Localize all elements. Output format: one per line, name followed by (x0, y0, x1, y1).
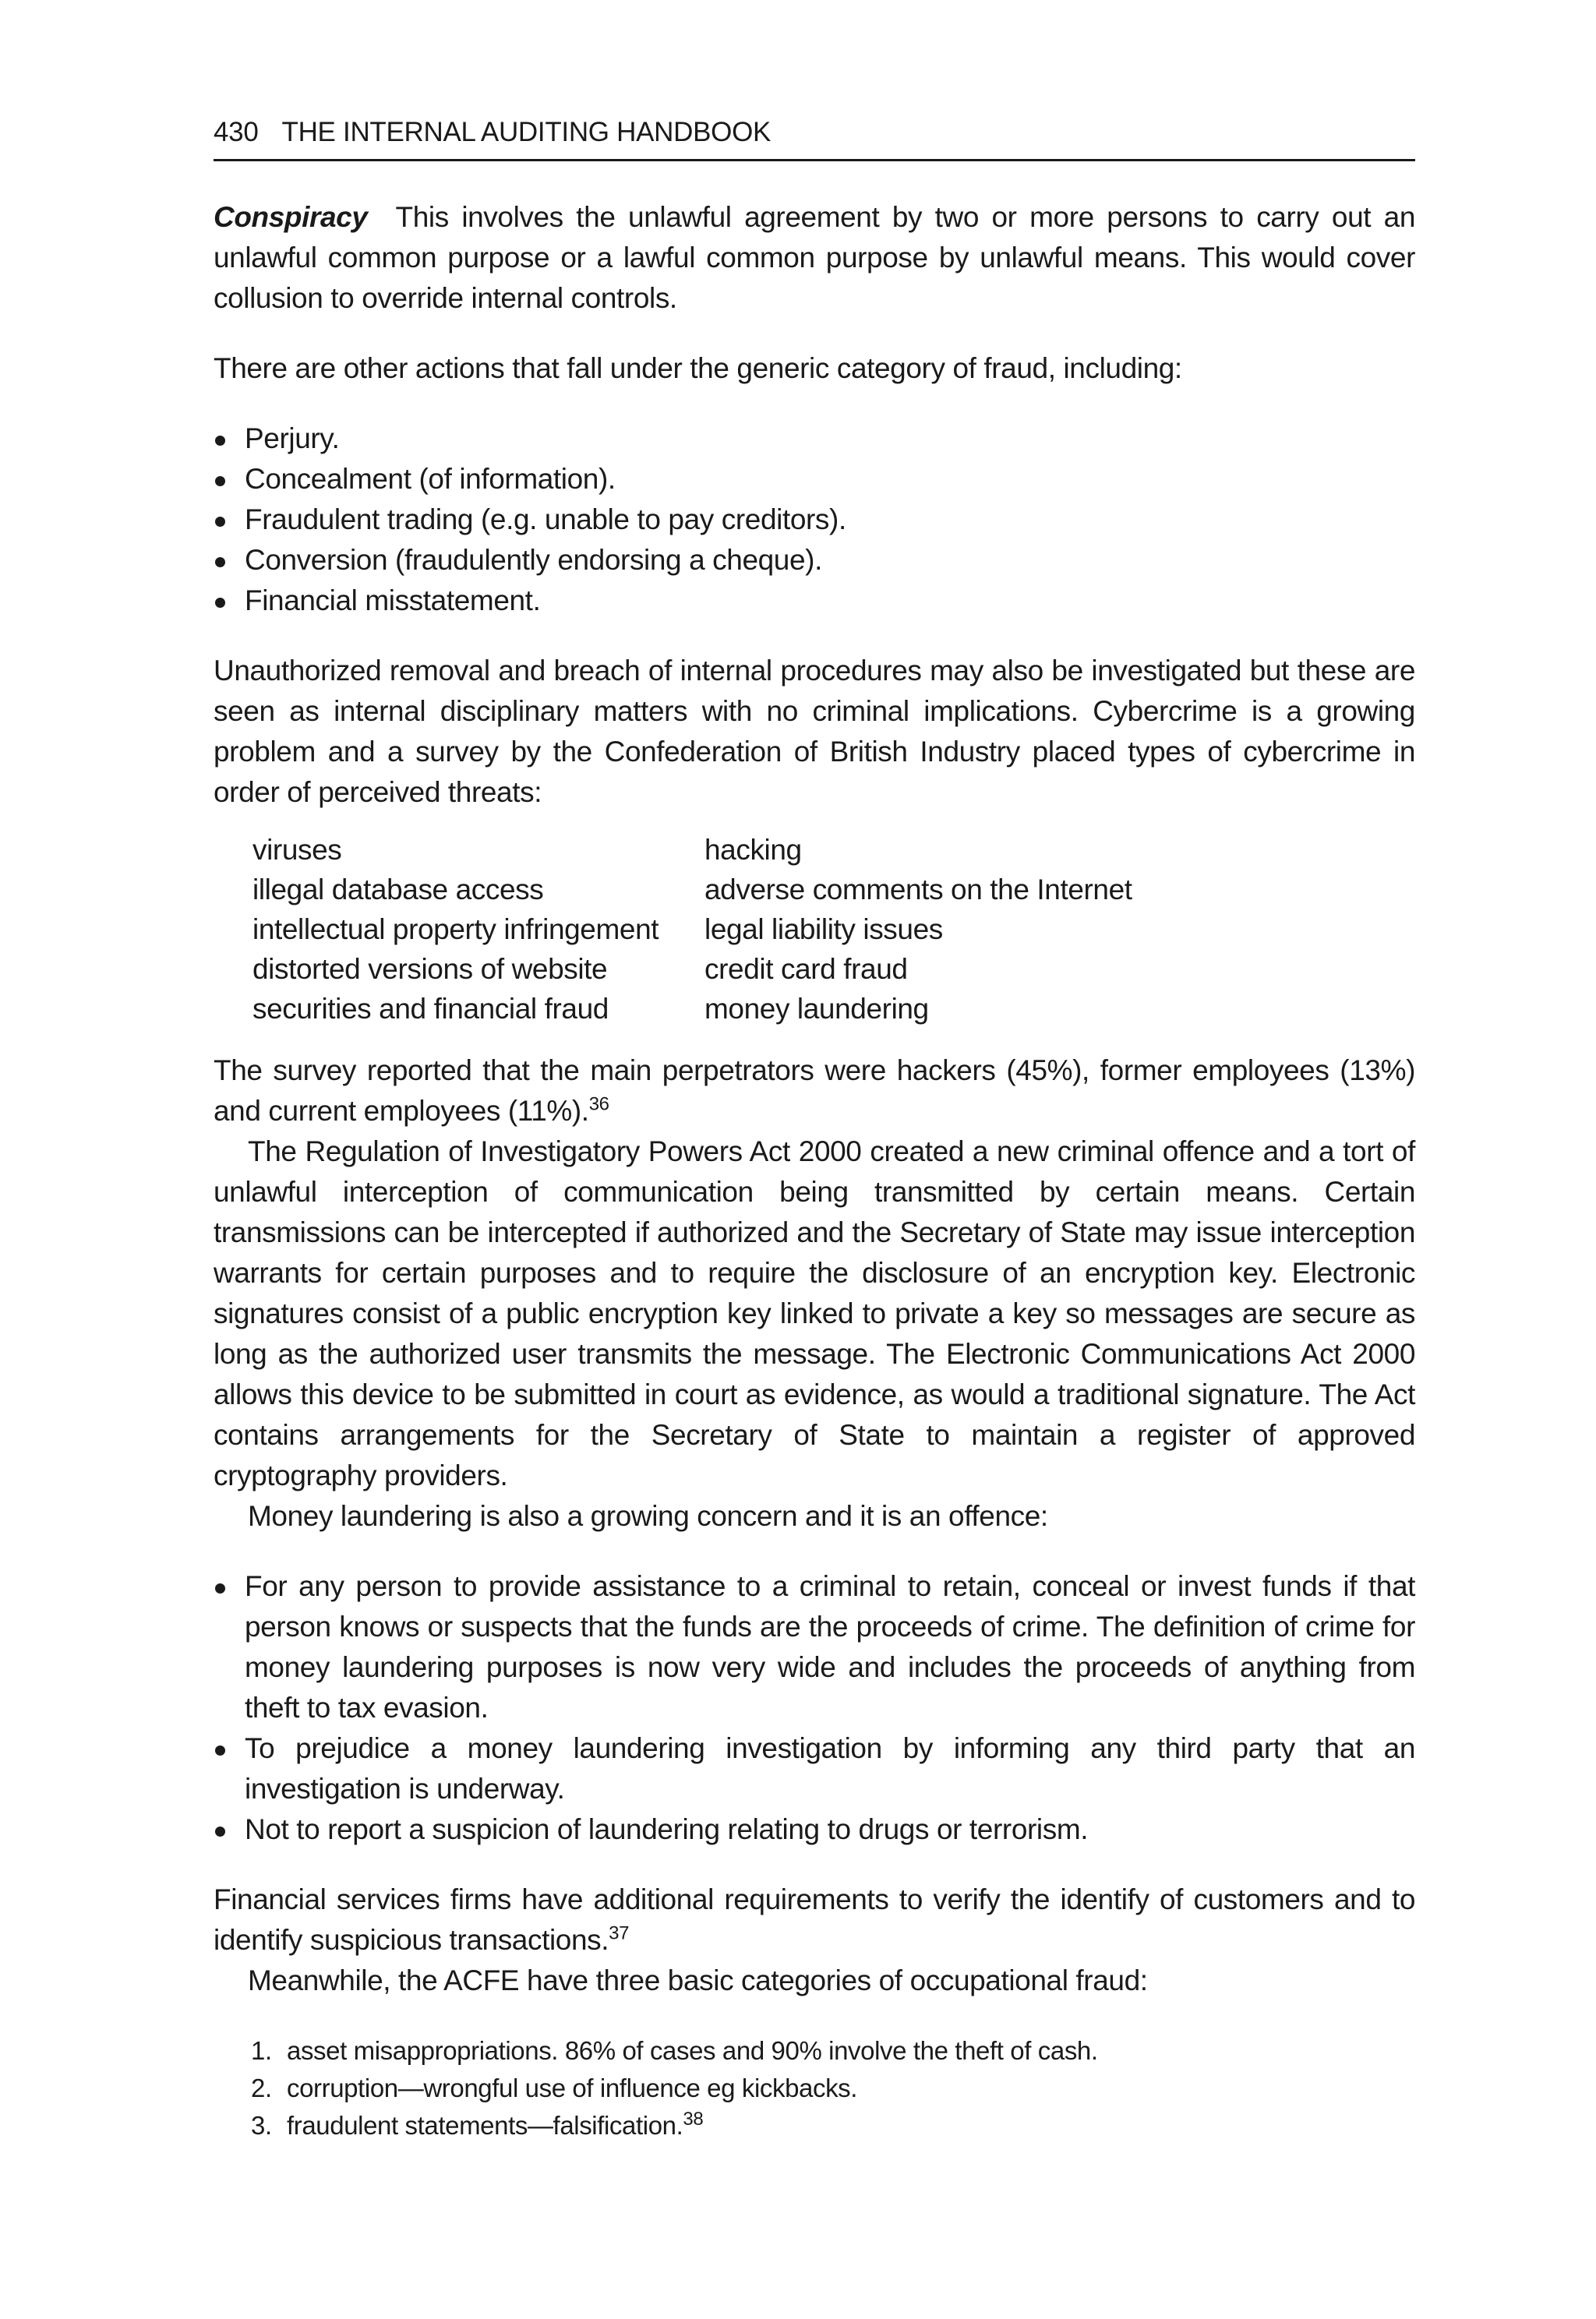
page-body (214, 197, 1415, 2144)
list-item: Concealment (of information). (214, 459, 1415, 499)
conspiracy-term: Conspiracy (214, 201, 368, 233)
threat-item: intellectual property infringement (252, 913, 659, 945)
running-header (214, 117, 1415, 161)
survey-text: The survey reported that the main perpetrators were hackers (45%), former employees (13%) and current employees (11%). (214, 1054, 1415, 1127)
list-number: 1. (251, 2036, 272, 2065)
threat-item: adverse comments on the Internet (704, 874, 1132, 905)
conspiracy-text: This involves the unlawful agreement by two or more persons to carry out an unlawful common purpose or a lawful common purpose by unlawful means. This would cover collusion to override internal controls. (214, 201, 1415, 314)
threat-item: hacking (704, 834, 802, 866)
list-item: Perjury. (214, 418, 1415, 459)
threat-item: securities and financial fraud (252, 993, 609, 1025)
money-laundering-list (214, 1566, 1415, 1850)
threat-item: viruses (252, 834, 342, 866)
list-item: Conversion (fraudulently endorsing a cheque). (214, 540, 1415, 581)
threat-item: credit card fraud (704, 953, 908, 985)
list-text: corruption—wrongful use of influence eg kickbacks. (287, 2074, 858, 2102)
threat-item: distorted versions of website (252, 953, 608, 985)
list-item: Financial misstatement. (214, 581, 1415, 621)
money-laundering-intro: Money laundering is also a growing concern and it is an offence: (248, 1500, 1048, 1532)
list-item: For any person to provide assistance to a criminal to retain, conceal or invest funds if that person knows or suspects that the funds are the proceeds of crime. The definition of crime for money laundering purposes is now very wide and includes the proceeds of anything from theft to tax evasion. (214, 1566, 1415, 1728)
cybercrime-threats-table (252, 830, 1415, 1029)
list-text-content: fraudulent statements—falsification. (287, 2111, 683, 2140)
list-item (251, 2032, 1415, 2070)
list-item: To prejudice a money laundering investigation by informing any third party that an investigation is underway. (214, 1728, 1415, 1809)
acfe-intro: Meanwhile, the ACFE have three basic categories of occupational fraud: (248, 1964, 1148, 1996)
page-number: 430 (214, 117, 259, 147)
footnote-ref: 38 (683, 2109, 704, 2130)
acfe-categories-list (251, 2032, 1415, 2144)
financial-services-text: Financial services firms have additional requirements to verify the identify of customers and to identify suspicious transactions. (214, 1883, 1415, 1956)
threat-item: legal liability issues (704, 913, 943, 945)
footnote-ref: 37 (609, 1922, 630, 1944)
cybercrime-paragraph: Unauthorized removal and breach of internal procedures may also be investigated but these are seen as internal disciplinary matters with no criminal implications. Cybercrime is a growing problem and a survey by the Confederation of British Industry placed types of cybercrime in order of perceived threats: (214, 655, 1415, 808)
list-item (251, 2070, 1415, 2107)
threat-item: money laundering (704, 993, 929, 1025)
other-actions-intro: There are other actions that fall under the generic category of fraud, including: (214, 352, 1182, 384)
list-item (251, 2107, 1415, 2144)
list-item: Fraudulent trading (e.g. unable to pay creditors). (214, 499, 1415, 540)
financial-services-paragraph (214, 1880, 1415, 1961)
running-title: THE INTERNAL AUDITING HANDBOOK (281, 117, 772, 147)
footnote-ref: 36 (588, 1093, 609, 1115)
book-page (214, 117, 1415, 2144)
survey-paragraph (214, 1050, 1415, 1131)
ripa-paragraph: The Regulation of Investigatory Powers Act 2000 created a new criminal offence and a tort of unlawful interception of communication being transmitted by certain means. Certain transmissions can be intercepted if authorized and the Secretary of State may issue interception warrants for certain purposes and to require the disclosure of an encryption key. Electronic signatures consist of a public encryption key linked to private a key so messages are secure as long as the authorized user transmits the message. The Electronic Communications Act 2000 allows this device to be submitted in court as evidence, as would a traditional signature. The Act contains arrangements for the Secretary of State to maintain a register of approved cryptography providers. (214, 1135, 1415, 1491)
list-number: 3. (251, 2111, 272, 2140)
list-item: Not to report a suspicion of laundering relating to drugs or terrorism. (214, 1809, 1415, 1850)
threat-item: illegal database access (252, 874, 544, 905)
list-text: asset misappropriations. 86% of cases and 90% involve the theft of cash. (287, 2036, 1098, 2065)
list-text (287, 2107, 703, 2144)
list-number: 2. (251, 2074, 272, 2102)
conspiracy-paragraph (214, 197, 1415, 319)
other-actions-list (214, 418, 1415, 621)
